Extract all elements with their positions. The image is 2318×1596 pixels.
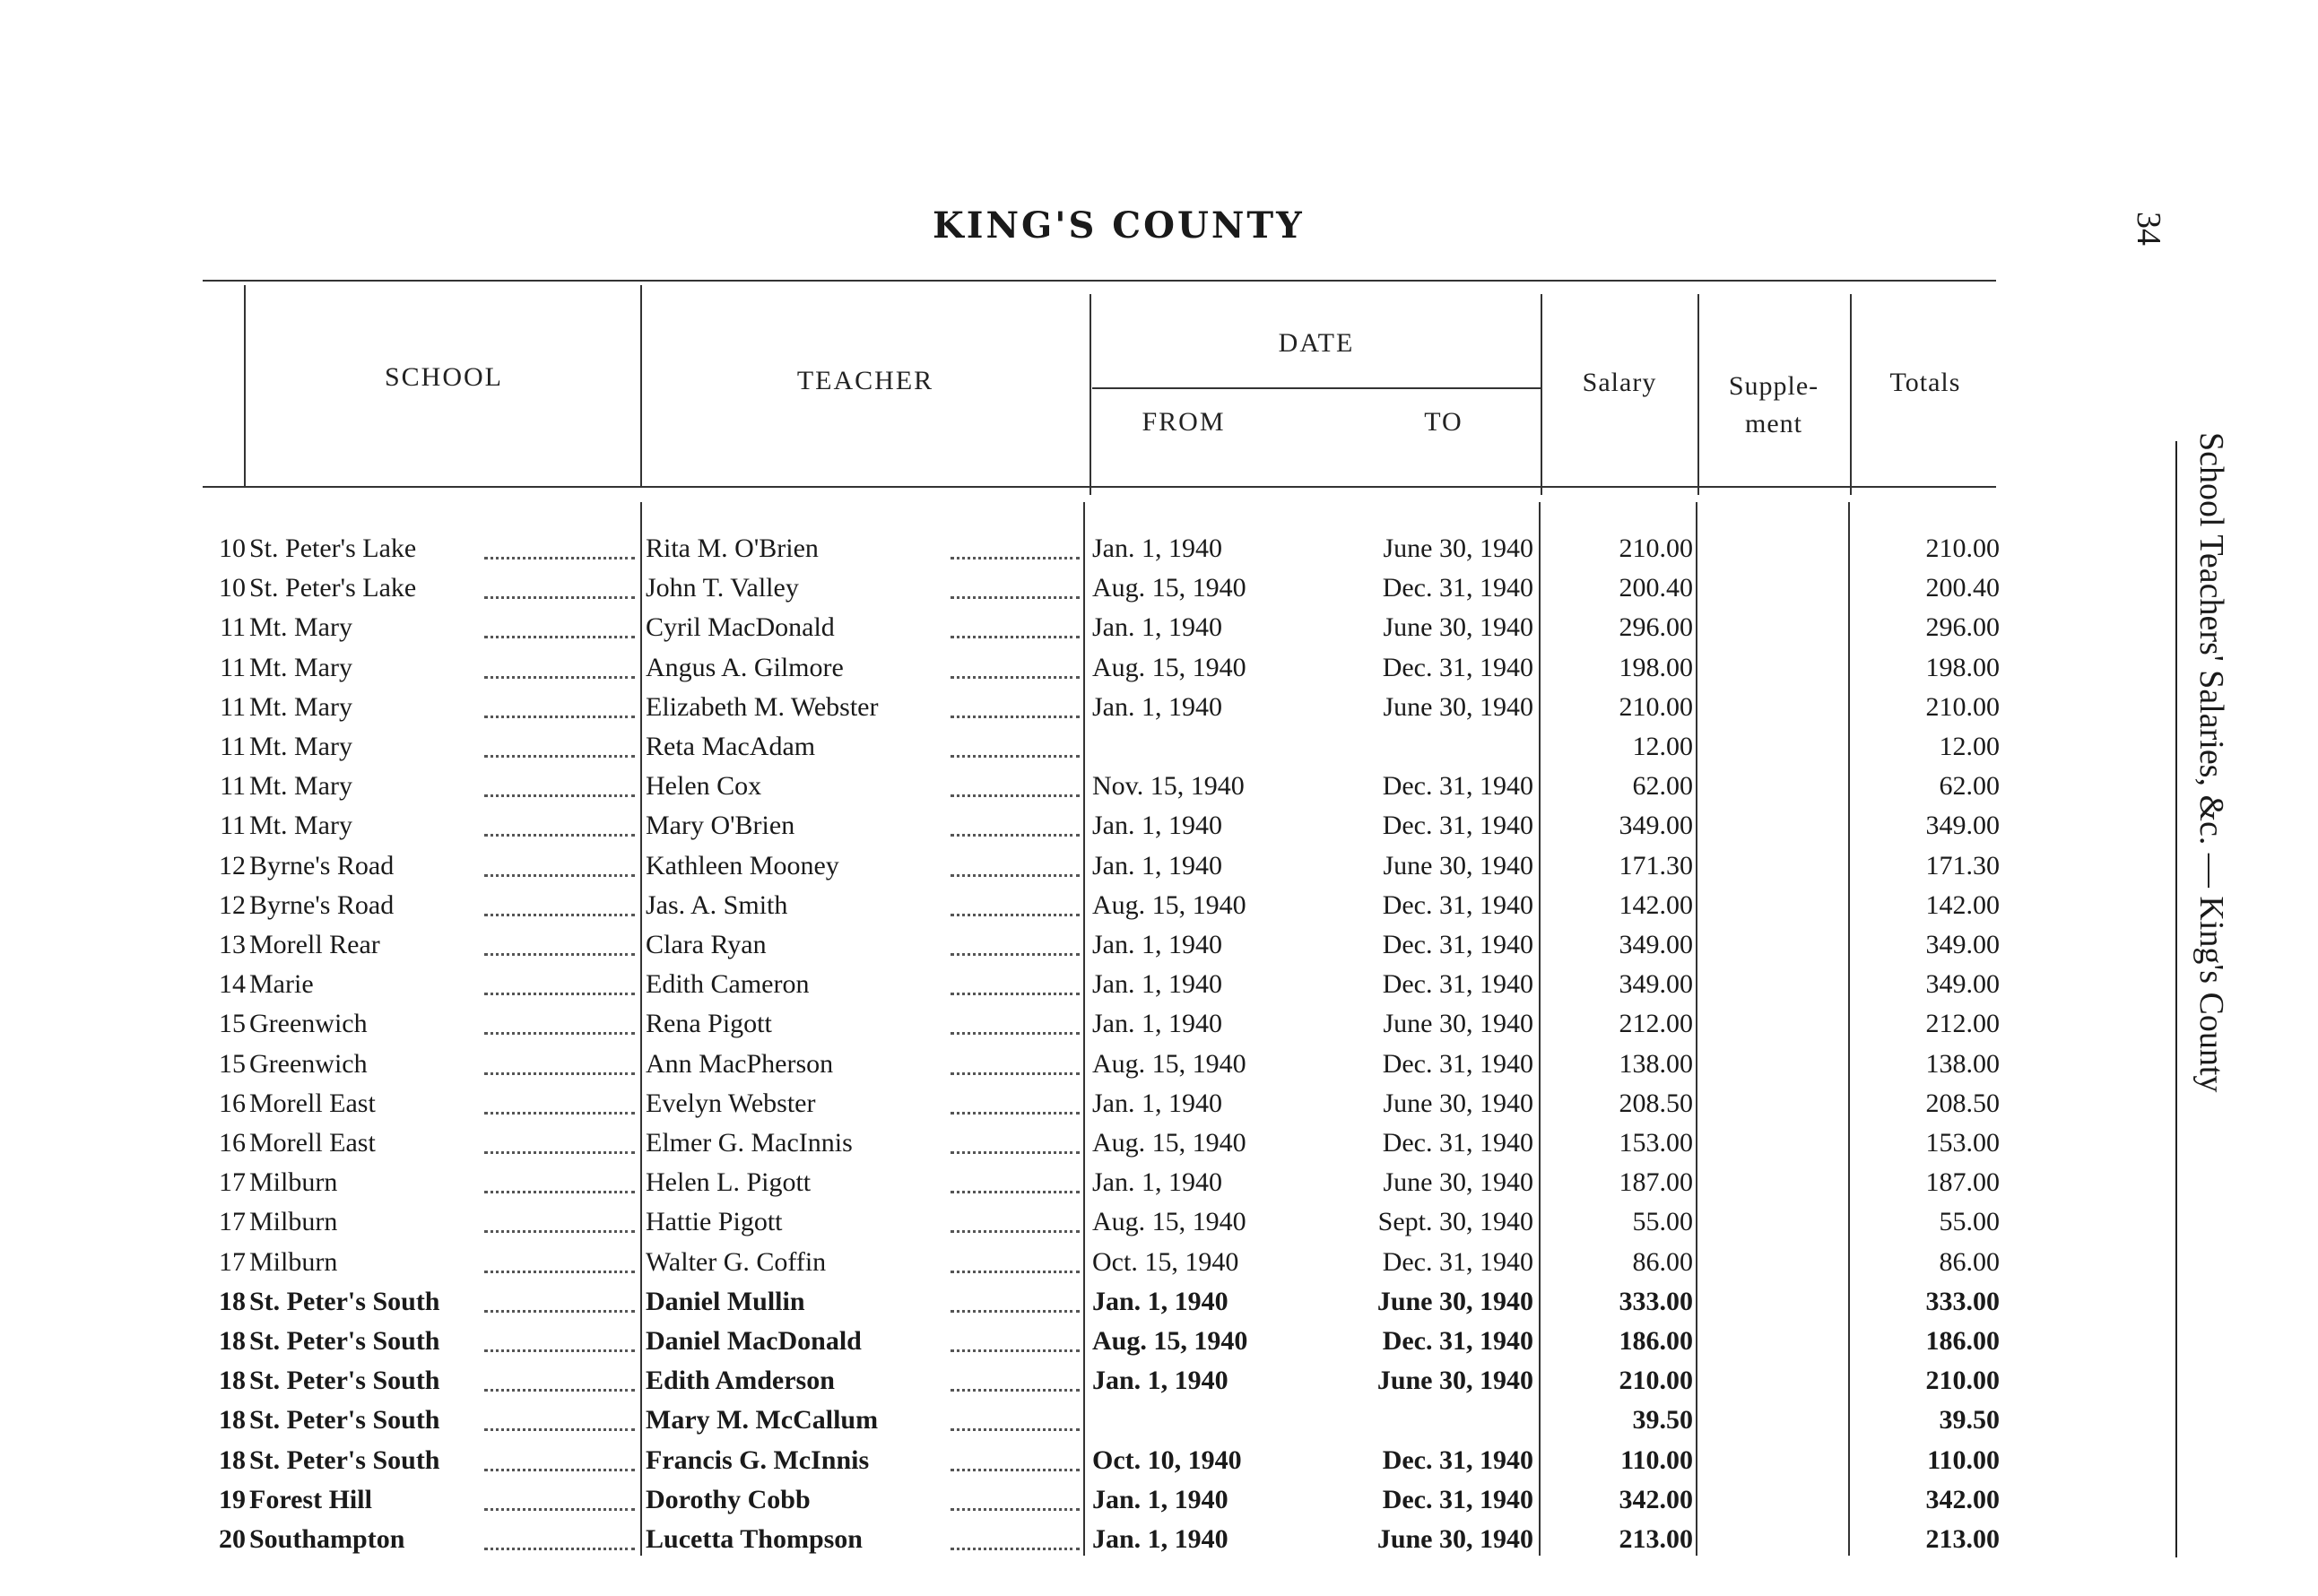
col-header-supplement-line2: ment <box>1745 409 1802 438</box>
school-number: 16 <box>219 1088 246 1118</box>
date-to: June 30, 1940 <box>1376 1524 1533 1554</box>
side-caption: School Teachers' Salaries, &c. — King's County <box>2192 432 2230 1093</box>
table-row <box>0 1524 2318 1564</box>
teacher-name: Jas. A. Smith <box>646 889 788 920</box>
salary-value: 210.00 <box>1619 691 1693 722</box>
date-to: Dec. 31, 1940 <box>1382 889 1533 920</box>
dot-leader <box>484 1112 635 1115</box>
school-number: 15 <box>219 1048 246 1079</box>
teacher-name: Dorothy Cobb <box>646 1484 811 1514</box>
teacher-name: Daniel MacDonald <box>646 1326 862 1356</box>
date-split-rule <box>1092 387 1541 389</box>
table-row <box>0 732 2318 771</box>
header-divider <box>244 285 246 486</box>
dot-leader <box>484 636 635 638</box>
date-to: June 30, 1940 <box>1383 1167 1533 1198</box>
dot-leader <box>951 1271 1080 1273</box>
school-number: 12 <box>219 850 246 880</box>
school-number: 19 <box>219 1484 246 1514</box>
teacher-name: John T. Valley <box>646 573 799 603</box>
dot-leader <box>951 1112 1080 1115</box>
total-value: 342.00 <box>1925 1484 2000 1514</box>
dot-leader <box>951 1469 1080 1471</box>
col-header-supplement <box>1701 368 1846 443</box>
date-from: Jan. 1, 1940 <box>1092 1167 1222 1198</box>
table-row <box>0 612 2318 652</box>
school-name: Mt. Mary <box>249 811 352 841</box>
total-value: 153.00 <box>1925 1128 2000 1158</box>
col-header-totals: Totals <box>1889 368 1961 397</box>
school-name: Mt. Mary <box>249 652 352 682</box>
dot-leader <box>484 794 635 797</box>
total-value: 200.40 <box>1925 573 2000 603</box>
teacher-name: Francis G. McInnis <box>646 1444 870 1475</box>
salary-value: 349.00 <box>1619 811 1693 841</box>
total-value: 12.00 <box>1939 732 2000 761</box>
salary-value: 198.00 <box>1619 652 1693 682</box>
dot-leader <box>951 1032 1080 1035</box>
dot-leader <box>484 1191 635 1193</box>
total-value: 349.00 <box>1925 811 2000 841</box>
col-header-salary: Salary <box>1582 368 1657 397</box>
total-value: 138.00 <box>1925 1048 2000 1079</box>
salary-value: 153.00 <box>1619 1128 1693 1158</box>
salary-value: 187.00 <box>1619 1167 1693 1198</box>
table-row <box>0 1167 2318 1207</box>
total-value: 62.00 <box>1939 771 2000 802</box>
school-number: 10 <box>219 573 246 603</box>
dot-leader <box>484 914 635 916</box>
header-top-rule <box>203 280 1996 282</box>
school-name: Morell East <box>249 1088 376 1118</box>
teacher-name: Lucetta Thompson <box>646 1524 863 1554</box>
school-name: St. Peter's Lake <box>249 533 417 563</box>
school-number: 20 <box>219 1524 246 1554</box>
date-from: Jan. 1, 1940 <box>1092 1088 1222 1118</box>
salary-value: 210.00 <box>1619 1366 1693 1396</box>
total-value: 142.00 <box>1925 889 2000 920</box>
salary-value: 55.00 <box>1632 1207 1693 1237</box>
school-number: 11 <box>220 652 246 682</box>
table-row <box>0 1366 2318 1405</box>
school-name: Greenwich <box>249 1048 368 1079</box>
table-row <box>0 969 2318 1009</box>
date-from: Jan. 1, 1940 <box>1092 533 1222 563</box>
total-value: 210.00 <box>1925 691 2000 722</box>
dot-leader <box>951 1389 1080 1392</box>
teacher-name: Mary O'Brien <box>646 811 795 841</box>
date-from: Aug. 15, 1940 <box>1092 573 1246 603</box>
date-from: Jan. 1, 1940 <box>1092 811 1222 841</box>
table-row <box>0 692 2318 732</box>
teacher-name: Helen L. Pigott <box>646 1167 812 1198</box>
table-row <box>0 851 2318 890</box>
dot-leader <box>951 676 1080 679</box>
dot-leader <box>484 1349 635 1352</box>
dot-leader <box>951 1349 1080 1352</box>
salary-value: 296.00 <box>1619 612 1693 643</box>
dot-leader <box>484 557 635 559</box>
salary-value: 208.50 <box>1619 1088 1693 1118</box>
dot-leader <box>951 1508 1080 1511</box>
dot-leader <box>484 1271 635 1273</box>
teacher-name: Cyril MacDonald <box>646 612 835 643</box>
dot-leader <box>484 1508 635 1511</box>
table-row <box>0 573 2318 612</box>
table-row <box>0 930 2318 969</box>
date-to: June 30, 1940 <box>1383 612 1533 643</box>
dot-leader <box>951 914 1080 916</box>
salary-value: 171.30 <box>1619 850 1693 880</box>
school-number: 18 <box>219 1366 246 1396</box>
header-divider <box>1697 294 1699 495</box>
dot-leader <box>951 636 1080 638</box>
total-value: 187.00 <box>1925 1167 2000 1198</box>
teacher-name: Edith Amderson <box>646 1366 835 1396</box>
table-row <box>0 1287 2318 1326</box>
teacher-name: Helen Cox <box>646 771 762 802</box>
dot-leader <box>951 953 1080 956</box>
total-value: 349.00 <box>1925 969 2000 1000</box>
table-row <box>0 1326 2318 1366</box>
teacher-name: Walter G. Coffin <box>646 1246 827 1277</box>
page-number: 34 <box>2130 212 2167 246</box>
teacher-name: Elizabeth M. Webster <box>646 691 879 722</box>
date-to: June 30, 1940 <box>1383 1009 1533 1039</box>
teacher-name: Edith Cameron <box>646 969 810 1000</box>
salary-value: 186.00 <box>1619 1326 1693 1356</box>
school-number: 11 <box>220 732 246 761</box>
date-from: Jan. 1, 1940 <box>1092 1366 1228 1396</box>
dot-leader <box>484 953 635 956</box>
date-from: Aug. 15, 1940 <box>1092 889 1246 920</box>
salary-value: 12.00 <box>1632 732 1693 761</box>
date-from: Aug. 15, 1940 <box>1092 652 1246 682</box>
dot-leader <box>484 1151 635 1154</box>
salary-value: 349.00 <box>1619 930 1693 959</box>
school-name: St. Peter's South <box>249 1326 440 1356</box>
table-row <box>0 1405 2318 1444</box>
teacher-name: Daniel Mullin <box>646 1286 805 1316</box>
dot-leader <box>951 716 1080 718</box>
school-name: Milburn <box>249 1246 338 1277</box>
school-number: 12 <box>219 889 246 920</box>
total-value: 171.30 <box>1925 850 2000 880</box>
school-name: Mt. Mary <box>249 691 352 722</box>
date-from: Jan. 1, 1940 <box>1092 930 1222 959</box>
date-to: June 30, 1940 <box>1383 850 1533 880</box>
teacher-name: Ann MacPherson <box>646 1048 834 1079</box>
school-name: St. Peter's South <box>249 1405 440 1436</box>
salary-value: 349.00 <box>1619 969 1693 1000</box>
date-to: Dec. 31, 1940 <box>1382 652 1533 682</box>
dot-leader <box>951 1191 1080 1193</box>
salary-value: 200.40 <box>1619 573 1693 603</box>
school-number: 11 <box>220 771 246 802</box>
date-to: Dec. 31, 1940 <box>1382 1048 1533 1079</box>
teacher-name: Evelyn Webster <box>646 1088 816 1118</box>
date-to: Dec. 31, 1940 <box>1382 1128 1533 1158</box>
teacher-name: Angus A. Gilmore <box>646 652 844 682</box>
school-number: 11 <box>220 691 246 722</box>
dot-leader <box>951 993 1080 995</box>
table-row <box>0 1485 2318 1524</box>
dot-leader <box>951 1072 1080 1075</box>
table-row <box>0 1445 2318 1485</box>
dot-leader <box>484 1032 635 1035</box>
total-value: 208.50 <box>1925 1088 2000 1118</box>
date-from: Jan. 1, 1940 <box>1092 1524 1228 1554</box>
school-name: Mt. Mary <box>249 771 352 802</box>
date-from: Aug. 15, 1940 <box>1092 1128 1246 1158</box>
salary-value: 333.00 <box>1619 1286 1693 1316</box>
date-to: Dec. 31, 1940 <box>1382 1444 1533 1475</box>
dot-leader <box>484 1428 635 1431</box>
table-row <box>0 811 2318 850</box>
date-from: Jan. 1, 1940 <box>1092 850 1222 880</box>
date-to: Sept. 30, 1940 <box>1377 1207 1533 1237</box>
total-value: 86.00 <box>1939 1246 2000 1277</box>
total-value: 213.00 <box>1925 1524 2000 1554</box>
total-value: 333.00 <box>1925 1286 2000 1316</box>
table-row <box>0 653 2318 692</box>
school-number: 18 <box>219 1286 246 1316</box>
school-number: 14 <box>219 969 246 1000</box>
date-from: Oct. 15, 1940 <box>1092 1246 1239 1277</box>
dot-leader <box>484 596 635 599</box>
dot-leader <box>484 1469 635 1471</box>
school-number: 10 <box>219 533 246 563</box>
header-bottom-rule <box>203 486 1996 488</box>
date-from: Jan. 1, 1940 <box>1092 612 1222 643</box>
teacher-name: Clara Ryan <box>646 930 767 959</box>
total-value: 349.00 <box>1925 930 2000 959</box>
date-to: Dec. 31, 1940 <box>1382 771 1533 802</box>
table-row <box>0 1247 2318 1287</box>
school-number: 18 <box>219 1405 246 1436</box>
school-number: 17 <box>219 1167 246 1198</box>
salary-value: 86.00 <box>1632 1246 1693 1277</box>
table-row <box>0 1049 2318 1089</box>
school-name: Mt. Mary <box>249 732 352 761</box>
school-name: Southampton <box>249 1524 405 1554</box>
school-name: Milburn <box>249 1167 338 1198</box>
col-header-school: SCHOOL <box>384 362 503 392</box>
dot-leader <box>484 874 635 877</box>
table-row <box>0 1128 2318 1167</box>
school-name: Morell Rear <box>249 930 380 959</box>
dot-leader <box>951 596 1080 599</box>
dot-leader <box>484 1548 635 1550</box>
school-name: St. Peter's South <box>249 1366 440 1396</box>
teacher-name: Kathleen Mooney <box>646 850 839 880</box>
date-from: Oct. 10, 1940 <box>1092 1444 1242 1475</box>
dot-leader <box>951 1428 1080 1431</box>
header-divider <box>1850 294 1852 495</box>
date-to: Dec. 31, 1940 <box>1382 930 1533 959</box>
dot-leader <box>484 716 635 718</box>
dot-leader <box>484 1389 635 1392</box>
dot-leader <box>484 834 635 837</box>
dot-leader <box>951 834 1080 837</box>
total-value: 110.00 <box>1927 1444 2000 1475</box>
salary-value: 212.00 <box>1619 1009 1693 1039</box>
col-header-supplement-line1: Supple- <box>1728 371 1819 401</box>
dot-leader <box>484 993 635 995</box>
school-name: Marie <box>249 969 314 1000</box>
teacher-name: Mary M. McCallum <box>646 1405 879 1436</box>
dot-leader <box>484 1230 635 1233</box>
school-number: 18 <box>219 1444 246 1475</box>
date-to: June 30, 1940 <box>1376 1366 1533 1396</box>
school-name: Mt. Mary <box>249 612 352 643</box>
date-from: Aug. 15, 1940 <box>1092 1326 1248 1356</box>
dot-leader <box>484 755 635 758</box>
dot-leader <box>484 1310 635 1313</box>
col-header-from: FROM <box>1142 407 1226 437</box>
dot-leader <box>951 794 1080 797</box>
col-header-teacher: TEACHER <box>796 366 934 395</box>
date-from: Jan. 1, 1940 <box>1092 1286 1228 1316</box>
school-name: Byrne's Road <box>249 850 395 880</box>
total-value: 186.00 <box>1925 1326 2000 1356</box>
date-to: Dec. 31, 1940 <box>1382 1246 1533 1277</box>
school-name: St. Peter's South <box>249 1286 440 1316</box>
header-divider <box>1541 294 1542 495</box>
salary-value: 142.00 <box>1619 889 1693 920</box>
table-row <box>0 771 2318 811</box>
dot-leader <box>951 1151 1080 1154</box>
date-to: Dec. 31, 1940 <box>1382 811 1533 841</box>
dot-leader <box>951 874 1080 877</box>
school-name: Milburn <box>249 1207 338 1237</box>
school-number: 17 <box>219 1207 246 1237</box>
teacher-name: Elmer G. MacInnis <box>646 1128 853 1158</box>
total-value: 39.50 <box>1939 1405 2000 1436</box>
salary-value: 39.50 <box>1632 1405 1693 1436</box>
date-from: Jan. 1, 1940 <box>1092 1484 1228 1514</box>
salary-value: 110.00 <box>1620 1444 1693 1475</box>
school-number: 17 <box>219 1246 246 1277</box>
dot-leader <box>484 1072 635 1075</box>
date-to: June 30, 1940 <box>1376 1286 1533 1316</box>
salary-value: 138.00 <box>1619 1048 1693 1079</box>
school-name: St. Peter's Lake <box>249 573 417 603</box>
total-value: 198.00 <box>1925 652 2000 682</box>
teacher-name: Hattie Pigott <box>646 1207 783 1237</box>
total-value: 212.00 <box>1925 1009 2000 1039</box>
teacher-name: Rena Pigott <box>646 1009 772 1039</box>
table-row <box>0 1009 2318 1048</box>
school-number: 11 <box>220 811 246 841</box>
date-from: Jan. 1, 1940 <box>1092 1009 1222 1039</box>
total-value: 210.00 <box>1925 1366 2000 1396</box>
school-name: Byrne's Road <box>249 889 395 920</box>
total-value: 210.00 <box>1925 533 2000 563</box>
table-row <box>0 1089 2318 1128</box>
school-number: 11 <box>220 612 246 643</box>
date-to: June 30, 1940 <box>1383 691 1533 722</box>
salary-value: 210.00 <box>1619 533 1693 563</box>
date-to: Dec. 31, 1940 <box>1382 1326 1533 1356</box>
date-to: Dec. 31, 1940 <box>1382 969 1533 1000</box>
dot-leader <box>951 1548 1080 1550</box>
salary-value: 342.00 <box>1619 1484 1693 1514</box>
page-title: KING'S COUNTY <box>933 204 1305 247</box>
dot-leader <box>951 557 1080 559</box>
salary-value: 62.00 <box>1632 771 1693 802</box>
teacher-name: Reta MacAdam <box>646 732 816 761</box>
header-divider <box>1090 294 1091 495</box>
school-name: Forest Hill <box>249 1484 372 1514</box>
total-value: 296.00 <box>1925 612 2000 643</box>
table-row <box>0 533 2318 573</box>
header-divider <box>640 285 642 486</box>
teacher-name: Rita M. O'Brien <box>646 533 819 563</box>
school-number: 16 <box>219 1128 246 1158</box>
school-name: Morell East <box>249 1128 376 1158</box>
dot-leader <box>951 1230 1080 1233</box>
date-from: Jan. 1, 1940 <box>1092 969 1222 1000</box>
dot-leader <box>951 755 1080 758</box>
date-to: June 30, 1940 <box>1383 1088 1533 1118</box>
col-header-to: TO <box>1424 407 1463 437</box>
school-number: 18 <box>219 1326 246 1356</box>
table-row <box>0 890 2318 930</box>
school-name: Greenwich <box>249 1009 368 1039</box>
table-row <box>0 1207 2318 1246</box>
school-number: 13 <box>219 930 246 959</box>
dot-leader <box>951 1310 1080 1313</box>
date-from: Aug. 15, 1940 <box>1092 1207 1246 1237</box>
salary-value: 213.00 <box>1619 1524 1693 1554</box>
date-to: June 30, 1940 <box>1383 533 1533 563</box>
total-value: 55.00 <box>1939 1207 2000 1237</box>
date-from: Aug. 15, 1940 <box>1092 1048 1246 1079</box>
date-to: Dec. 31, 1940 <box>1382 573 1533 603</box>
dot-leader <box>484 676 635 679</box>
col-header-date: DATE <box>1278 328 1355 358</box>
school-name: St. Peter's South <box>249 1444 440 1475</box>
date-to: Dec. 31, 1940 <box>1382 1484 1533 1514</box>
date-from: Jan. 1, 1940 <box>1092 691 1222 722</box>
school-number: 15 <box>219 1009 246 1039</box>
date-from: Nov. 15, 1940 <box>1092 771 1245 802</box>
